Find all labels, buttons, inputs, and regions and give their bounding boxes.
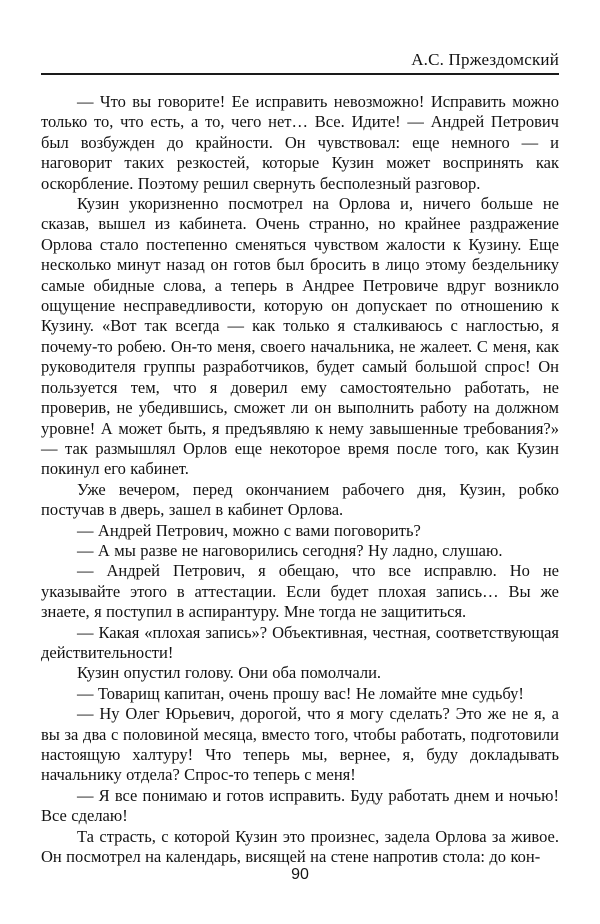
paragraph: — Андрей Петрович, я обещаю, что все исправлю. Но не указывайте этого в аттестации. Если будет плохая запись… Вы же знаете, я поступил в аспирантуру. Мне тогда не защититься. <box>41 561 559 622</box>
paragraph: Уже вечером, перед окончанием рабочего дня, Кузин, робко постучав в дверь, зашел в кабинет Орлова. <box>41 479 559 520</box>
paragraph: — Я все понимаю и готов исправить. Буду работать днем и ночью! Все сделаю! <box>41 785 559 826</box>
paragraph: — Андрей Петрович, можно с вами поговорить? <box>77 520 421 540</box>
paragraph: Кузин опустил голову. Они оба помолчали. <box>77 663 382 683</box>
page-body <box>41 92 559 867</box>
paragraph: Кузин укоризненно посмотрел на Орлова и, ничего больше не сказав, вышел из кабинета. Очень странно, но крайнее раздражение Орлова стало постепенно сменяться чувством жалости к Кузину. Еще несколько минут назад он готов был бросить в лицо этому бездельнику самые обидные слова, а теперь в Андрее Петровиче вдруг возникло ощущение несправедливости, которую он допускает по отношению к Кузину. «Вот так всегда — как только я сталкиваюсь с наглостью, я почему-то робею. Он-то меня, своего начальника, не жалеет. С меня, как руководителя группы разработчиков, будет самый большой спрос! Он пользуется тем, что я доверил ему самостоятельно работать, не проверив, не убедившись, сможет ли он выполнить работу на должном уровне! А может быть, я предъявляю к нему завышенные требования?» — так размышлял Орлов еще некоторое время после того, как Кузин покинул его кабинет. <box>41 194 559 479</box>
running-head-author: А.С. Пржездомский <box>411 50 559 69</box>
paragraph: — Что вы говорите! Ее исправить невозможно! Исправить можно только то, что есть, а то, чего нет… Все. Идите! — Андрей Петрович был возбужден до крайности. Он чувствовал: еще немного — и наговорит таких резкостей, которые Кузин может воспринять как оскорбление. Поэтому решил свернуть бесполезный разговор. <box>41 92 559 193</box>
paragraph: Та страсть, с которой Кузин это произнес, задела Орлова за живое. Он посмотрел на календарь, висящей на стене напротив стола: до кон- <box>41 826 559 867</box>
paragraph: — Ну Олег Юрьевич, дорогой, что я могу сделать? Это же не я, а вы за два с половиной месяца, вместо того, чтобы работать, подготовили настоящую халтуру! Что теперь мы, вернее, я, буду докладывать начальнику отдела? Спрос-то теперь с меня! <box>41 704 559 785</box>
header-rule <box>41 73 559 75</box>
paragraph: — Какая «плохая запись»? Объективная, честная, соответствующая действительности! <box>41 622 559 662</box>
running-head <box>41 0 559 75</box>
paragraph: — Товарищ капитан, очень прошу вас! Не ломайте мне судьбу! <box>77 683 524 703</box>
paragraph: — А мы разве не наговорились сегодня? Ну ладно, слушаю. <box>77 540 503 560</box>
page-number: 90 <box>291 866 309 883</box>
